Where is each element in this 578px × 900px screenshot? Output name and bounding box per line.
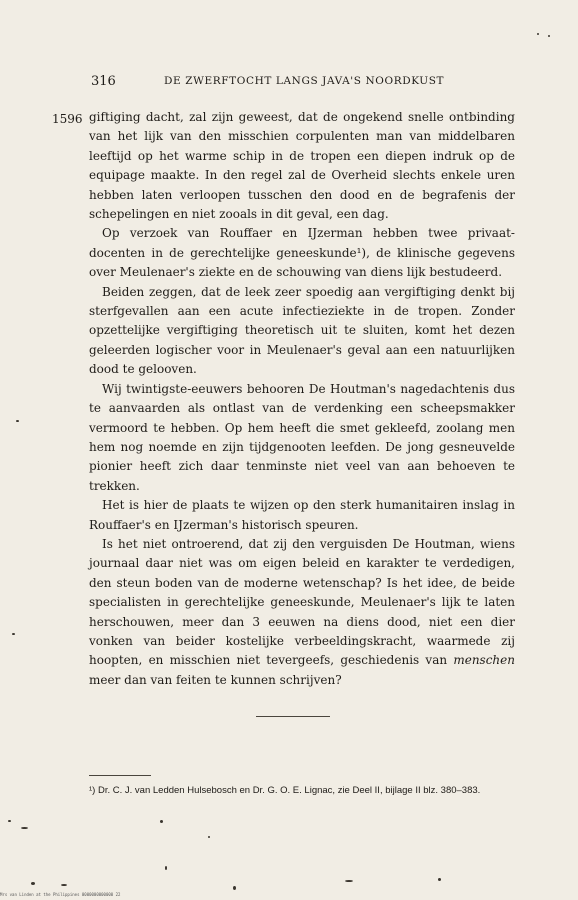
scan-speck	[165, 866, 167, 870]
page-number: 316	[91, 74, 116, 89]
paragraph: giftiging dacht, zal zijn geweest, dat de ongekend snelle ontbinding van het lijk van den misschien corpulenten man van middelbaren leeftijd op het warme schip in de tropen een diepen indruk op de equipage maakte. In den regel zal de Overheid slechts enkele uren hebben laten verloopen tusschen den dood en de begrafenis der schepelingen en niet zooals in dit geval, een dag.	[89, 110, 515, 222]
paragraph: Beiden zeggen, dat de leek zeer spoedig aan vergiftiging denkt bij sterfgevallen aan een acute infectieziekte in de tropen. Zonder opzettelijke vergiftiging theoretisch uit te sluiten, komt het dezen geleerden logischer voor in Meulenaer's geval aan een natuurlijken dood te gelooven.	[89, 284, 515, 377]
paragraph: Op verzoek van Rouffaer en IJzerman hebben twee privaat-docenten in de gerechtelijke geneeskunde¹), de klinische gegevens over Meulenaer's ziekte en de schouwing van diens lijk bestudeerd.	[89, 226, 515, 280]
footnote-text: Dr. C. J. van Ledden Hulsebosch en Dr. G. O. E. Lignac, zie Deel II, bijlage II blz. 380–383.	[97, 785, 481, 796]
scan-speck	[8, 820, 11, 822]
scan-speck	[61, 884, 67, 886]
paragraph-last	[89, 535, 515, 690]
scan-speck	[233, 886, 236, 890]
footnote-divider	[89, 775, 151, 776]
paragraph-text: meer dan van feiten te kunnen schrijven?	[89, 672, 342, 687]
paragraph-text: Is het niet ontroerend, dat zij den verguisden De Houtman, wiens journaal daar niet was om eigen beleid en karakter te verdedigen, den steun boden van de moderne wetenschap? Is het idee, de beide specialisten in gerechtelijke geneeskunde, Meulenaer's lijk te laten herschouwen, meer dan 3 eeuwen na diens dood, niet een dier vonken van beider kostelijke verbeeldingskracht, waarmede zij hoopten, en misschien niet tevergeefs, geschiedenis van	[89, 536, 515, 668]
scan-strip: Mrs van Linden at the Philippines 0000000000000 22	[0, 892, 121, 897]
footnote-marker: ¹)	[89, 785, 96, 796]
scan-speck	[21, 827, 28, 829]
margin-year: 1596	[52, 112, 83, 126]
paragraph: Het is hier de plaats te wijzen op den sterk humanitairen inslag in Rouffaer's en IJzerman's historisch speuren.	[89, 498, 515, 532]
scan-speck	[160, 820, 163, 823]
scan-speck	[345, 880, 353, 882]
emphasis-word: menschen	[453, 653, 515, 668]
footnote	[89, 785, 515, 797]
scan-speck	[537, 33, 539, 35]
section-divider	[256, 716, 330, 717]
scan-speck	[548, 35, 550, 37]
scan-speck	[16, 420, 19, 422]
scan-speck	[208, 836, 210, 838]
paragraph: Wij twintigste-eeuwers behooren De Houtman's nagedachtenis dus te aanvaarden als ontlast van de verdenking een scheepsmakker vermoord te hebben. Op hem heeft die smet gekleefd, zoolang men hem nog noemde en zijn tijdgenooten leefden. De jong gesneuvelde pionier heeft zich daar tenminste niet veel van aan behoeven te trekken.	[89, 381, 515, 493]
running-header: DE ZWERFTOCHT LANGS JAVA'S NOORDKUST	[164, 75, 445, 87]
body-text	[89, 108, 515, 690]
scan-speck	[438, 878, 441, 881]
scan-speck	[31, 882, 35, 885]
scan-speck	[12, 633, 15, 635]
